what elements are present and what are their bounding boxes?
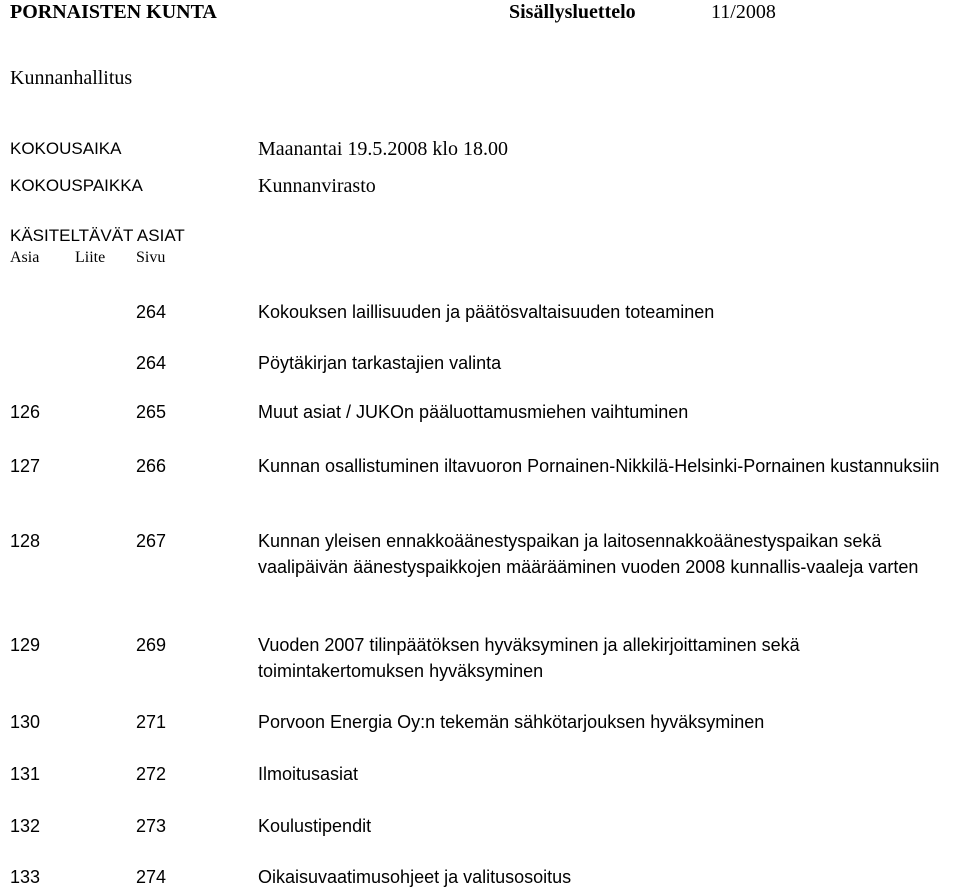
agenda-item-page: 264	[136, 302, 167, 322]
agenda-item-page: 272	[136, 764, 167, 784]
agenda-item-number: 126	[10, 402, 41, 422]
column-header-asia: Asia	[10, 249, 40, 266]
agenda-item-title: Vuoden 2007 tilinpäätöksen hyväksyminen ja allekirjoittaminen sekä toimintakertomuksen hyväksyminen	[258, 635, 800, 681]
agenda-item-page: 273	[136, 816, 167, 836]
agenda-item-page: 271	[136, 712, 167, 732]
agenda-item-page: 269	[136, 635, 167, 655]
agenda-item-number: 133	[10, 867, 41, 887]
agenda-item-number: 127	[10, 456, 41, 476]
agenda-item-title: Koulustipendit	[258, 816, 372, 836]
agenda-item-number: 130	[10, 712, 41, 732]
agenda-item-title: Porvoon Energia Oy:n tekemän sähkötarjouksen hyväksyminen	[258, 712, 765, 732]
agenda-item-number: 128	[10, 531, 41, 551]
column-header-liite: Liite	[75, 249, 106, 266]
agenda-item-title: Kunnan yleisen ennakkoäänestyspaikan ja laitosennakkoäänestyspaikan sekä vaalipäivän äänestyspaikkojen määrääminen vuoden 2008 kunnallis-vaaleja varten	[258, 531, 919, 577]
document-type: Sisällysluettelo	[509, 1, 636, 23]
meeting-time-value: Maanantai 19.5.2008 klo 18.00	[258, 138, 508, 160]
agenda-item-title: Muut asiat / JUKOn pääluottamusmiehen vaihtuminen	[258, 402, 689, 422]
agenda-heading: KÄSITELTÄVÄT ASIAT	[10, 226, 185, 245]
agenda-item-title: Pöytäkirjan tarkastajien valinta	[258, 353, 502, 373]
agenda-item-number: 129	[10, 635, 41, 655]
agenda-item-title: Oikaisuvaatimusohjeet ja valitusosoitus	[258, 867, 572, 887]
agenda-item-page: 265	[136, 402, 167, 422]
agenda-item-page: 274	[136, 867, 167, 887]
meeting-place-value: Kunnanvirasto	[258, 175, 376, 197]
meeting-place-label: KOKOUSPAIKKA	[10, 176, 143, 195]
column-header-sivu: Sivu	[136, 249, 166, 266]
agenda-item-page: 267	[136, 531, 167, 551]
governing-body: Kunnanhallitus	[10, 67, 133, 89]
agenda-item-title: Ilmoitusasiat	[258, 764, 359, 784]
meeting-time-label: KOKOUSAIKA	[10, 139, 122, 158]
agenda-item-number: 132	[10, 816, 41, 836]
municipality-name: PORNAISTEN KUNTA	[10, 1, 217, 23]
issue-number: 11/2008	[711, 1, 776, 23]
agenda-item-page: 264	[136, 353, 167, 373]
agenda-item-title: Kunnan osallistuminen iltavuoron Pornainen-Nikkilä-Helsinki-Pornainen kustannuksiin	[258, 456, 940, 476]
agenda-item-page: 266	[136, 456, 167, 476]
agenda-item-number: 131	[10, 764, 41, 784]
agenda-item-title: Kokouksen laillisuuden ja päätösvaltaisuuden toteaminen	[258, 302, 715, 322]
